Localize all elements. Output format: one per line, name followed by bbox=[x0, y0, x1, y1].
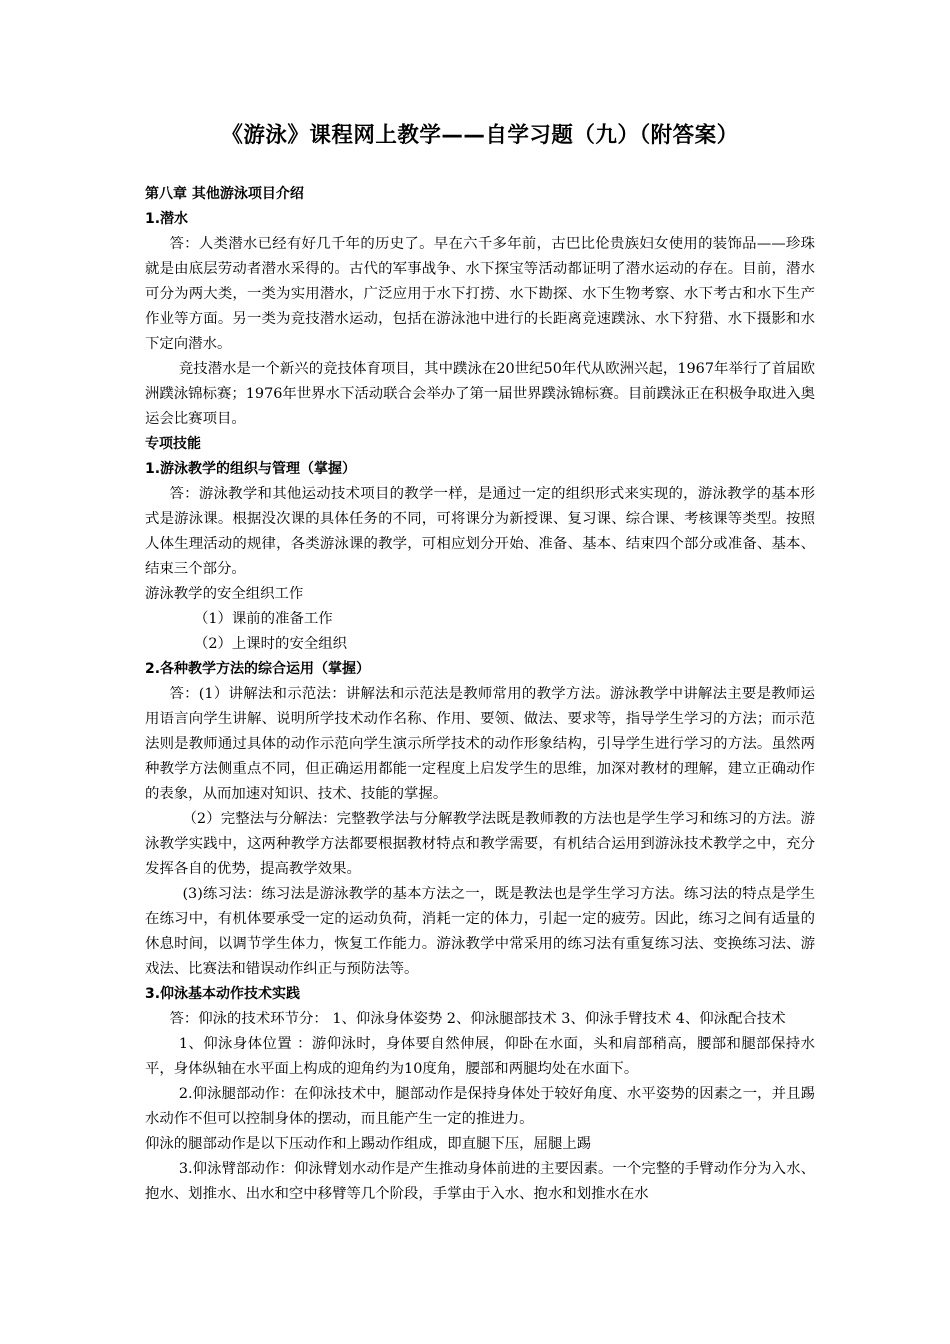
paragraph-complete-decomposition: （2）完整法与分解法：完整教学法与分解教学法既是教师教的方法也是学生学习和练习的方法。游泳教学实践中，这两种教学方法都要根据教材特点和教学需要，有机结合运用到游泳技术教学之中，充分发挥各自的优势，提高教学效果。 bbox=[145, 811, 815, 877]
paragraph-practice-method: (3)练习法：练习法是游泳教学的基本方法之一，既是教法也是学生学习方法。练习法的特点是学生在练习中，有机体要承受一定的运动负荷，消耗一定的体力，引起一定的疲劳。因此，练习之间有适量的休息时间，以调节学生体力，恢复工作能力。游泳教学中常采用的练习法有重复练习法、变换练习法、游戏法、比赛法和错误动作纠正与预防法等。 bbox=[145, 886, 815, 977]
paragraph-leg-action-detail: 仰泳的腿部动作是以下压动作和上踢动作组成，即直腿下压，屈腿上踢 bbox=[145, 1136, 592, 1152]
paragraph-organization: 答：游泳教学和其他运动技术项目的教学一样，是通过一定的组织形式来实现的，游泳教学的基本形式是游泳课。根据没次课的具体任务的不同，可将课分为新授课、复习课、综合课、考核课等类型。按照人体生理活动的规律，各类游泳课的教学，可相应划分开始、准备、基本、结束四个部分或准备、基本、结束三个部分。 bbox=[145, 486, 815, 577]
paragraph-body-position: 1、仰泳身体位置 ：游仰泳时，身体要自然伸展，仰卧在水面，头和肩部稍高，腰部和腿部保持水平，身体纵轴在水平面上构成的迎角约为10度角，腰部和两腿均处在水面下。 bbox=[145, 1036, 815, 1077]
paragraph-explanation-demonstration: 答：(1）讲解法和示范法：讲解法和示范法是教师常用的教学方法。游泳教学中讲解法主要是教师运用语言向学生讲解、说明所学技术动作名称、作用、要领、做法、要求等，指导学生学习的方法；而示范法则是教师通过具体的动作示范向学生演示所学技术的动作形象结构，引导学生进行学习的方法。虽然两种教学方法侧重点不同，但正确运用都能一定程度上启发学生的思维，加深对教材的理解，建立正确动作的表象，从而加速对知识、技术、技能的掌握。 bbox=[145, 686, 815, 802]
skills-heading: 专项技能 bbox=[145, 436, 201, 452]
section-heading-diving: 1.潜水 bbox=[145, 211, 189, 227]
paragraph-safety: 游泳教学的安全组织工作 bbox=[145, 586, 304, 602]
paragraph-arm-action: 3.仰泳臂部动作：仰泳臂划水动作是产生推动身体前进的主要因素。一个完整的手臂动作分为入水、抱水、划推水、出水和空中移臂等几个阶段，手掌由于入水、抱水和划推水在水 bbox=[145, 1161, 815, 1202]
paragraph-leg-action: 2.仰泳腿部动作：在仰泳技术中，腿部动作是保持身体处于较好角度、水平姿势的因素之一，并且踢水动作不但可以控制身体的摆动，而且能产生一定的推进力。 bbox=[145, 1086, 815, 1127]
section-heading-backstroke: 3.仰泳基本动作技术实践 bbox=[145, 986, 301, 1002]
section-heading-organization: 1.游泳教学的组织与管理（掌握） bbox=[145, 461, 357, 477]
document-page bbox=[145, 118, 815, 1207]
paragraph-backstroke-elements: 答：仰泳的技术环节分： 1、仰泳身体姿势 2、仰泳腿部技术 3、仰泳手臂技术 4、仰泳配合技术 bbox=[169, 1011, 786, 1027]
document-title: 《游泳》课程网上教学——自学习题（九）（附答案） bbox=[221, 123, 739, 148]
list-item-preparation: （1）课前的准备工作 bbox=[193, 611, 333, 627]
list-item-safety-organization: （2）上课时的安全组织 bbox=[193, 636, 348, 652]
paragraph-competitive-diving: 竞技潜水是一个新兴的竞技体育项目，其中蹼泳在20世纪50年代从欧洲兴起，1967年举行了首届欧洲蹼泳锦标赛；1976年世界水下活动联合会举办了第一届世界蹼泳锦标赛。目前蹼泳正在积极争取进入奥运会比赛项目。 bbox=[145, 361, 815, 427]
section-heading-methods: 2.各种教学方法的综合运用（掌握） bbox=[145, 661, 371, 677]
paragraph-diving-history: 答：人类潜水已经有好几千年的历史了。早在六千多年前，古巴比伦贵族妇女使用的装饰品——珍珠就是由底层劳动者潜水采得的。古代的军事战争、水下探宝等活动都证明了潜水运动的存在。目前，潜水可分为两大类，一类为实用潜水，广泛应用于水下打捞、水下勘探、水下生物考察、水下考古和水下生产作业等方面。另一类为竞技潜水运动，包括在游泳池中进行的长距离竞速蹼泳、水下狩猎、水下摄影和水下定向潜水。 bbox=[145, 236, 815, 352]
chapter-heading: 第八章 其他游泳项目介绍 bbox=[145, 186, 304, 202]
